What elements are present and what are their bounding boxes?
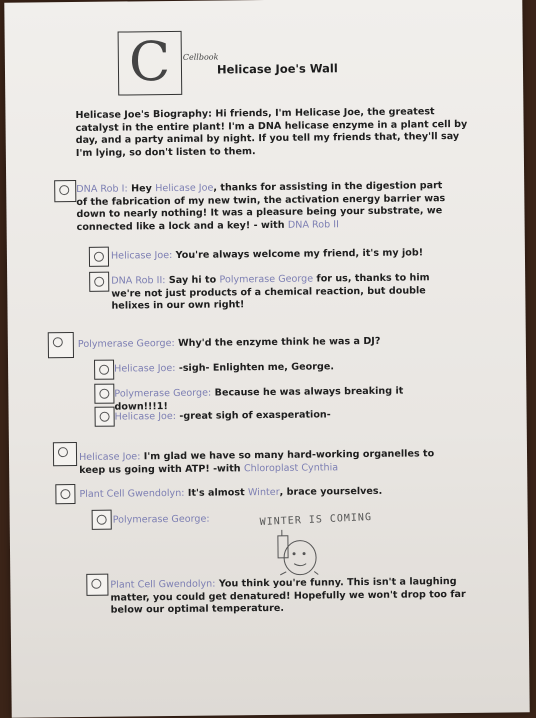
cellbook-logo: [118, 31, 183, 96]
biography: [75, 106, 471, 160]
logo-letter: C: [129, 36, 170, 88]
reply-plant-cell-gwendolyn: Plant Cell Gwendolyn: You think you're funny. This isn't a laughing matter, you could get denatured! Hopefully we won't drop too far below our optimal temperature.: [110, 576, 470, 617]
page-title: Helicase Joe's Wall: [217, 61, 338, 76]
mention-link[interactable]: DNA Rob II: [288, 219, 339, 231]
author-name[interactable]: Helicase Joe:: [115, 411, 177, 423]
reply-helicase-joe: Helicase Joe: -sigh- Enlighten me, George.: [114, 360, 434, 376]
smiley-avatar-icon[interactable]: [89, 247, 109, 267]
enzyme-avatar-icon[interactable]: [92, 510, 112, 530]
enzyme-avatar-icon[interactable]: [48, 332, 74, 358]
wall-page: [4, 0, 529, 718]
author-name[interactable]: DNA Rob II:: [111, 275, 165, 287]
author-name[interactable]: Polymerase George:: [114, 388, 211, 400]
post-dna-rob-i: DNA Rob I: Hey Helicase Joe, thanks for assisting in the digestion part of the fabrication of my new twin, the activation energy barrier was down to nearly nothing! It was a pleasure being your substrate, we connected like a lock and a key! - with DNA Rob II: [76, 180, 457, 234]
mention-link[interactable]: Winter: [248, 487, 280, 498]
mention-link[interactable]: Helicase Joe: [155, 183, 213, 195]
robot-avatar-icon[interactable]: [54, 180, 76, 202]
reply-helicase-joe: Helicase Joe: You're always welcome my friend, it's my job!: [111, 247, 451, 263]
author-name[interactable]: Polymerase George:: [78, 338, 175, 350]
snowman-sketch-image: [260, 527, 330, 576]
biography-text: Helicase Joe's Biography: Hi friends, I'm Helicase Joe, the greatest catalyst in the entire plant! I'm a DNA helicase enzyme in a plant cell by day, and a party animal by night. If you tell my friends that, they'll say I'm lying, so don't listen to them.: [75, 106, 467, 158]
enzyme-avatar-icon[interactable]: [94, 384, 114, 404]
author-name[interactable]: Polymerase George:: [113, 514, 210, 526]
author-name[interactable]: Plant Cell Gwendolyn:: [79, 488, 184, 500]
post-helicase-joe: Helicase Joe: I'm glad we have so many hard-working organelles to keep us going with ATP! -with Chloroplast Cynthia: [79, 448, 459, 477]
plant-cell-avatar-icon[interactable]: [55, 484, 75, 504]
post-plant-cell-gwendolyn: Plant Cell Gwendolyn: It's almost Winter, brace yourselves.: [79, 485, 439, 501]
post-polymerase-george: Polymerase George: Why'd the enzyme think he was a DJ?: [78, 335, 438, 351]
smiley-avatar-icon[interactable]: [94, 360, 114, 380]
reply-polymerase-george: [113, 513, 253, 527]
plant-cell-avatar-icon[interactable]: [86, 574, 108, 596]
author-name[interactable]: Helicase Joe:: [111, 250, 173, 262]
reply-polymerase-george: Polymerase George: Because he was always breaking it down!!!1!: [114, 385, 454, 414]
brand-name: Cellbook: [183, 52, 219, 61]
mention-link[interactable]: Polymerase George: [219, 274, 313, 286]
author-name[interactable]: Helicase Joe:: [79, 451, 141, 463]
mention-link[interactable]: Chloroplast Cynthia: [244, 462, 338, 474]
author-name[interactable]: Helicase Joe:: [114, 363, 176, 375]
reply-helicase-joe: Helicase Joe: -great sigh of exasperation-: [115, 408, 435, 424]
smiley-avatar-icon[interactable]: [53, 442, 77, 466]
author-name[interactable]: Plant Cell Gwendolyn:: [110, 579, 215, 591]
winter-is-coming-doodle: WINTER IS COMING: [260, 512, 373, 528]
author-name[interactable]: DNA Rob I:: [76, 183, 128, 195]
robot-avatar-icon[interactable]: [89, 272, 109, 292]
reply-dna-rob-ii: DNA Rob II: Say hi to Polymerase George for us, thanks to him we're not just products of a chemical reaction, but double helixes in our own right!: [111, 272, 456, 313]
smiley-avatar-icon[interactable]: [95, 407, 115, 427]
